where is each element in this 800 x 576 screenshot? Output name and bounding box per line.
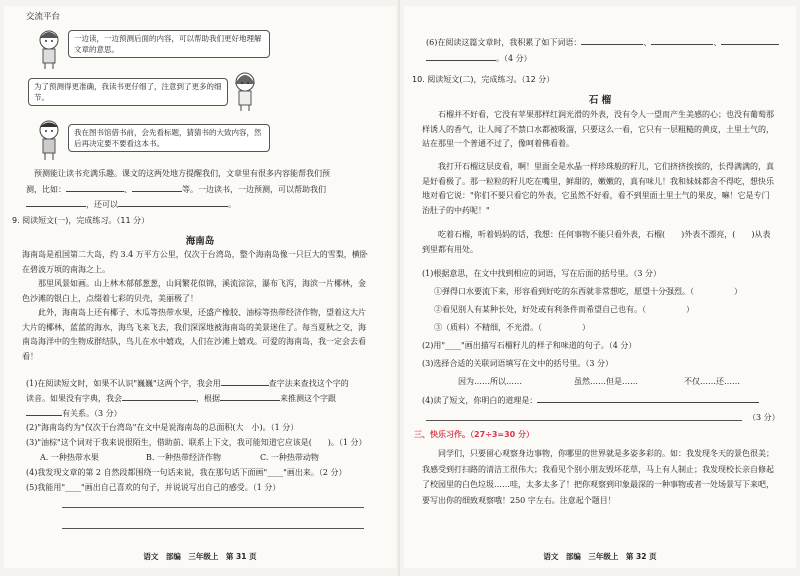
passage-paragraph: 此外，海南岛上还有椰子、木瓜等热带水果，还盛产橡胶、油棕等热带经济作物，望着这大片大片的椰林，蓝蓝的海水，海鸟飞来飞去，我们深深地被海南岛的美景迷住了。每当夏秋之交，海南岛海洋中的生物成群结队，鸟儿在水中嬉戏，人们在沙滩上嬉戏。可爱的海南岛，我一定会去看看！ xyxy=(22,308,366,361)
section-header: 交流平台 xyxy=(26,12,61,22)
passage-paragraph: 那里风景如画。山上林木郁郁葱葱，山间繁花似锦，溪流淙淙，瀑布飞泻，海滨一片椰林，金色沙滩的银白上，点缀着七彩的贝壳，美丽极了！ xyxy=(22,279,366,303)
answer-blank[interactable] xyxy=(118,198,228,207)
q9-5: (5)我能用"____"画出自己喜欢的句子，并说说写出自己的感受。（1 分） xyxy=(26,483,281,492)
answer-blank[interactable] xyxy=(26,407,62,416)
page-divider xyxy=(398,0,400,576)
q9-3-option-b[interactable]: B. 一种热带经济作物 xyxy=(146,453,221,462)
answer-blank[interactable] xyxy=(537,394,759,403)
answer-blank[interactable] xyxy=(26,198,86,207)
answer-blank[interactable] xyxy=(651,36,713,45)
passage-paragraph: 吃着石榴，听着妈妈的话，我想：任何事物不能只看外表，石榴( )外表不漂亮，( )从表到里都有用处。 xyxy=(422,230,771,254)
q9-1-line2: 读音。如果没有字典，我会 ，根据 来推测这个字跟 xyxy=(26,394,336,403)
answer-blank[interactable] xyxy=(221,377,269,386)
answer-blank[interactable] xyxy=(220,392,280,401)
boy-avatar-icon xyxy=(34,118,64,162)
girl-avatar-icon xyxy=(230,70,260,112)
answer-blank[interactable] xyxy=(426,52,496,61)
page-footer: 语文 部编 三年级上 第 32 页 xyxy=(543,552,657,561)
q10-1-item: ③（质料）不精细，不光滑。（ ） xyxy=(434,323,590,332)
answer-blank[interactable] xyxy=(581,36,643,45)
speech-bubble-2: 为了预测得更准确，我读书更仔细了，注意到了更多的细节。 xyxy=(28,78,228,106)
q10-4: (4)读了短文，你明白的道理是： xyxy=(422,394,759,406)
section-three-title: 三、快乐习作。（27÷3=30 分） xyxy=(414,430,535,439)
answer-line[interactable] xyxy=(426,420,742,421)
girl-avatar-icon xyxy=(34,28,64,70)
conjunction-option: 虽然……但是…… xyxy=(574,377,638,386)
answer-line[interactable] xyxy=(62,507,364,508)
speech-bubble-3: 我在图书馆借书前，会先看标题，猜猜书的大致内容，然后再决定要不要看这本书。 xyxy=(68,124,270,152)
q9-2: (2)"海南岛约为"仅次于台湾岛"在文中是说海南岛的总面积(大 小)。（1 分） xyxy=(26,423,299,432)
q9-4: (4)我发现文章的第 2 自然段都围绕一句话来说，我在那句话下面画"____"画出来。（2 分） xyxy=(26,468,347,477)
q8-line3: ，还可以 。 xyxy=(26,198,236,210)
q10-title: 10. 阅读短文(二)，完成练习。（12 分） xyxy=(412,75,555,84)
passage-paragraph: 海南岛是祖国第二大岛，约 3.4 万平方公里，仅次于台湾岛，整个海南岛像一只巨大的雪梨，横卧在碧波万顷的南海之上。 xyxy=(22,250,368,274)
q9-1-line1: (1)在阅读短文时，如果不认识"巍巍"这两个字，我会用 查字法来查找这个字的 xyxy=(26,379,349,388)
q6-line2: 。（4 分） xyxy=(426,52,532,64)
q10-4-score: （3 分） xyxy=(748,413,780,422)
passage-title: 海南岛 xyxy=(185,236,215,247)
answer-blank[interactable] xyxy=(122,392,196,401)
passage-title: 石 榴 xyxy=(588,95,612,106)
q10-3: (3)选择合适的关联词语填写在文中的括号里。（3 分） xyxy=(422,359,613,368)
answer-blank[interactable] xyxy=(66,183,124,192)
speech-bubble-1: 一边读，一边预测后面的内容，可以帮助我们更好地理解文章的意思。 xyxy=(68,30,270,58)
q8-line1: 预测能让读书充满乐趣。课文的这两处地方提醒我们，文章里有很多内容能帮我们预 xyxy=(34,169,330,178)
page-footer: 语文 部编 三年级上 第 31 页 xyxy=(143,552,257,561)
q9-3-option-c[interactable]: C. 一种热带动物 xyxy=(260,453,319,462)
writing-prompt: 同学们，只要留心观察身边事物，你哪里的世界就是多姿多彩的。如：我发现冬天的景色很美；我感受到打扫路的清洁工很伟大；我看见个别小朋友毁坏花草，马上有人制止；我发现校长亲自修起了校园里的白色垃圾……哇，太多太多了！把你观察到印象最深的一种事物或者一处场景写下来吧，要写出你的细致观察哦！250 字左右。注意起个题目！ xyxy=(422,449,774,505)
q9-3: (3)"油棕"这个词对于我来说很陌生，借助前、联系上下文，我可能知道它应该是( )。（1 分） xyxy=(26,438,367,447)
q10-1: (1)根据意思，在文中找到相应的词语，写在后面的括号里。（3 分） xyxy=(422,269,661,278)
answer-line[interactable] xyxy=(62,528,364,529)
q10-1-item: ②看见别人有某种长处，好处或有利条件而希望自己也有。（ ） xyxy=(434,305,694,314)
q8-line2: 测，比如： 、 等。一边读书，一边预测，可以帮助我们 xyxy=(26,185,326,194)
q10-2: (2)用"____"画出描写石榴籽儿的样子和味道的句子。（4 分） xyxy=(422,341,637,350)
passage-paragraph: 石榴并不好看，它没有苹果那样红润光滑的外表，没有令人一望而产生美感的心；也没有葡萄那样诱人的香气，让人闻了不禁口水都被吸溜，只要这么一看，它只有一层粗糙的黄皮，土里土气的，站在那里一个普通不过了，像呵着佛看着。 xyxy=(422,110,774,149)
right-page xyxy=(404,6,796,568)
conjunction-option: 因为……所以…… xyxy=(458,377,522,386)
answer-blank[interactable] xyxy=(132,183,182,192)
passage-paragraph: 我打开石榴这层皮看，啊！里面全是水晶一样珍珠般的籽儿，它们挤挤挨挨的，长得满满的，真是好看极了。那一粒粒的籽儿吃在嘴里，鲜甜的，嫩嫩的，真有味儿！我和妹妹都舍不得吃，想快乐地对看它说："你们不要只看它的外表，它虽然不好看，看不到里面土里土气的果皮，嘛！它是专门治肚子的中药呢！" xyxy=(422,162,774,215)
left-page xyxy=(4,6,396,568)
conjunction-option: 不仅……还…… xyxy=(684,377,740,386)
q6-line: (6)在阅读这篇文章时，我积累了如下词语： 、 、 xyxy=(426,36,779,48)
q9-1-line3: 有关系。（3 分） xyxy=(26,407,122,419)
q9-3-option-a[interactable]: A. 一种热带水果 xyxy=(40,453,99,462)
q10-1-item: ①弹得口水要流下来，形容看到好吃的东西就非常想吃，愿望十分强烈。（ ） xyxy=(434,287,742,296)
answer-blank[interactable] xyxy=(721,36,779,45)
q9-title: 9. 阅读短文(一)，完成练习。（11 分） xyxy=(12,216,150,225)
